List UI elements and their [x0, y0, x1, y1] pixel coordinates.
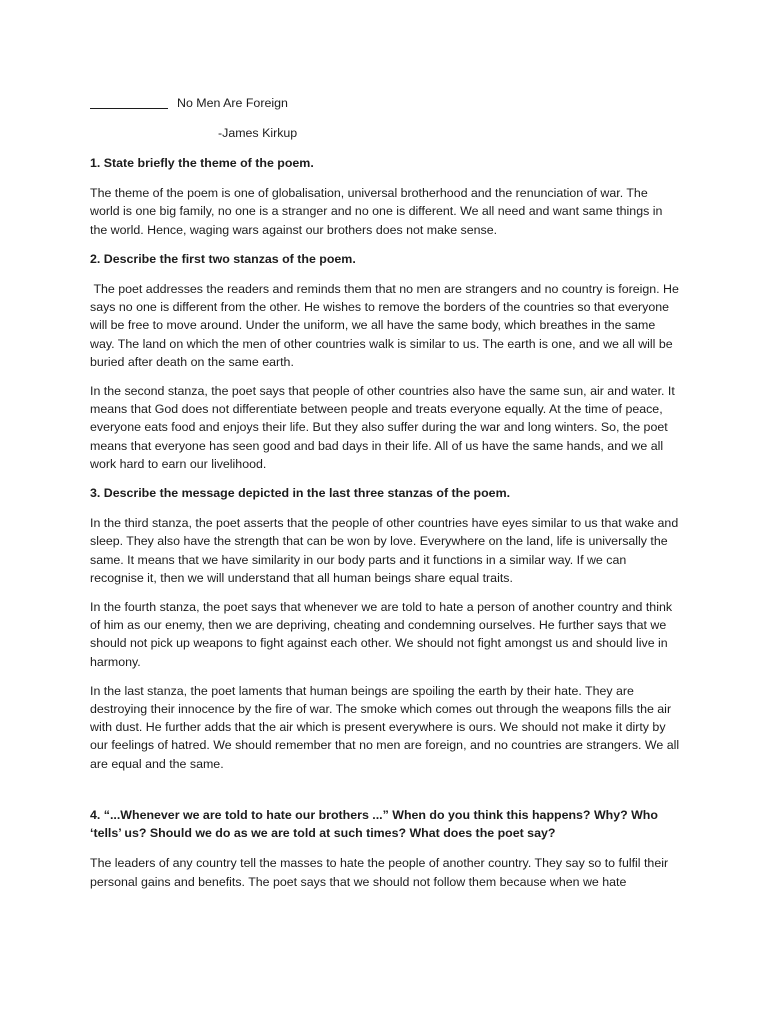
poem-author: -James Kirkup: [218, 126, 298, 140]
answer-3-paragraph-2: In the fourth stanza, the poet says that whenever we are told to hate a person of another country and think of him as our enemy, then we are depriving, cheating and condemning ourselves. He further says that we should not pick up weapons to fight against each other. We should not fight amongst us and should live in harmony.: [90, 600, 673, 669]
answer-3-paragraph-1: In the third stanza, the poet asserts that the people of other countries have eyes similar to us that wake and sleep. They also have the strength that can be won by love. Everywhere on the land, life is universally the same. It means that we have similarity in our body parts and it functions in a similar way. If we can recognise it, then we will understand that all human beings share equal traits.: [90, 516, 679, 585]
question-1: 1. State briefly the theme of the poem.: [90, 156, 314, 170]
answer-4: The leaders of any country tell the masses to hate the people of another country. They say so to fulfil their personal gains and benefits. The poet says that we should not follow them because when we hate: [90, 856, 669, 889]
answer-2-paragraph-1: [90, 280, 680, 371]
question-4: 4. “...Whenever we are told to hate our brothers ...” When do you think this happens? Why? Who ‘tells’ us? Should we do as we are told at such times? What does the poet say?: [90, 807, 658, 841]
question-2: 2. Describe the first two stanzas of the poem.: [90, 251, 356, 266]
question-3: 3. Describe the message depicted in the last three stanzas of the poem.: [90, 486, 511, 501]
answer-3-paragraph-3: In the last stanza, the poet laments that human beings are spoiling the earth by their hate. They are destroying their innocence by the fire of war. The smoke which comes out through the weapons fills the air with dust. He further adds that the air which is present everywhere is ours. We should not make it dirty by our feelings of hatred. We should remember that no men are foreign, and no countries are strangers. We all are equal and the same.: [90, 683, 680, 771]
section-spacer: [90, 784, 680, 806]
title-line: [90, 94, 680, 112]
poem-title: No Men Are Foreign: [177, 96, 288, 110]
title-underline: [90, 108, 168, 109]
answer-2-paragraph-2: In the second stanza, the poet says that people of other countries also have the same sun, air and water. It means that God does not differentiate between people and treats everyone equally. At the time of peace, everyone eats food and enjoys their life. But they also suffer during the war and long winters. So, the poet means that everyone has seen good and bad days in their life. All of us have the same hands, and we all work hard to earn our livelihood.: [90, 384, 675, 471]
answer-2-paragraph-1-text: The poet addresses the readers and reminds them that no men are strangers and no country is foreign. He says no one is different from the other. He wishes to remove the borders of the countries so that everyone will be free to move around. Under the uniform, we all have the same body, which breathes in the same way. The land on which the men of other countries walk is similar to us. The earth is one, and we all will be buried after death on the same earth.: [90, 282, 679, 369]
answer-1: The theme of the poem is one of globalisation, universal brotherhood and the renunciation of war. The world is one big family, no one is a stranger and no one is different. We all need and want same things in the world. Hence, waging wars against our brothers does not make sense.: [90, 186, 663, 237]
document-page: [90, 94, 680, 902]
